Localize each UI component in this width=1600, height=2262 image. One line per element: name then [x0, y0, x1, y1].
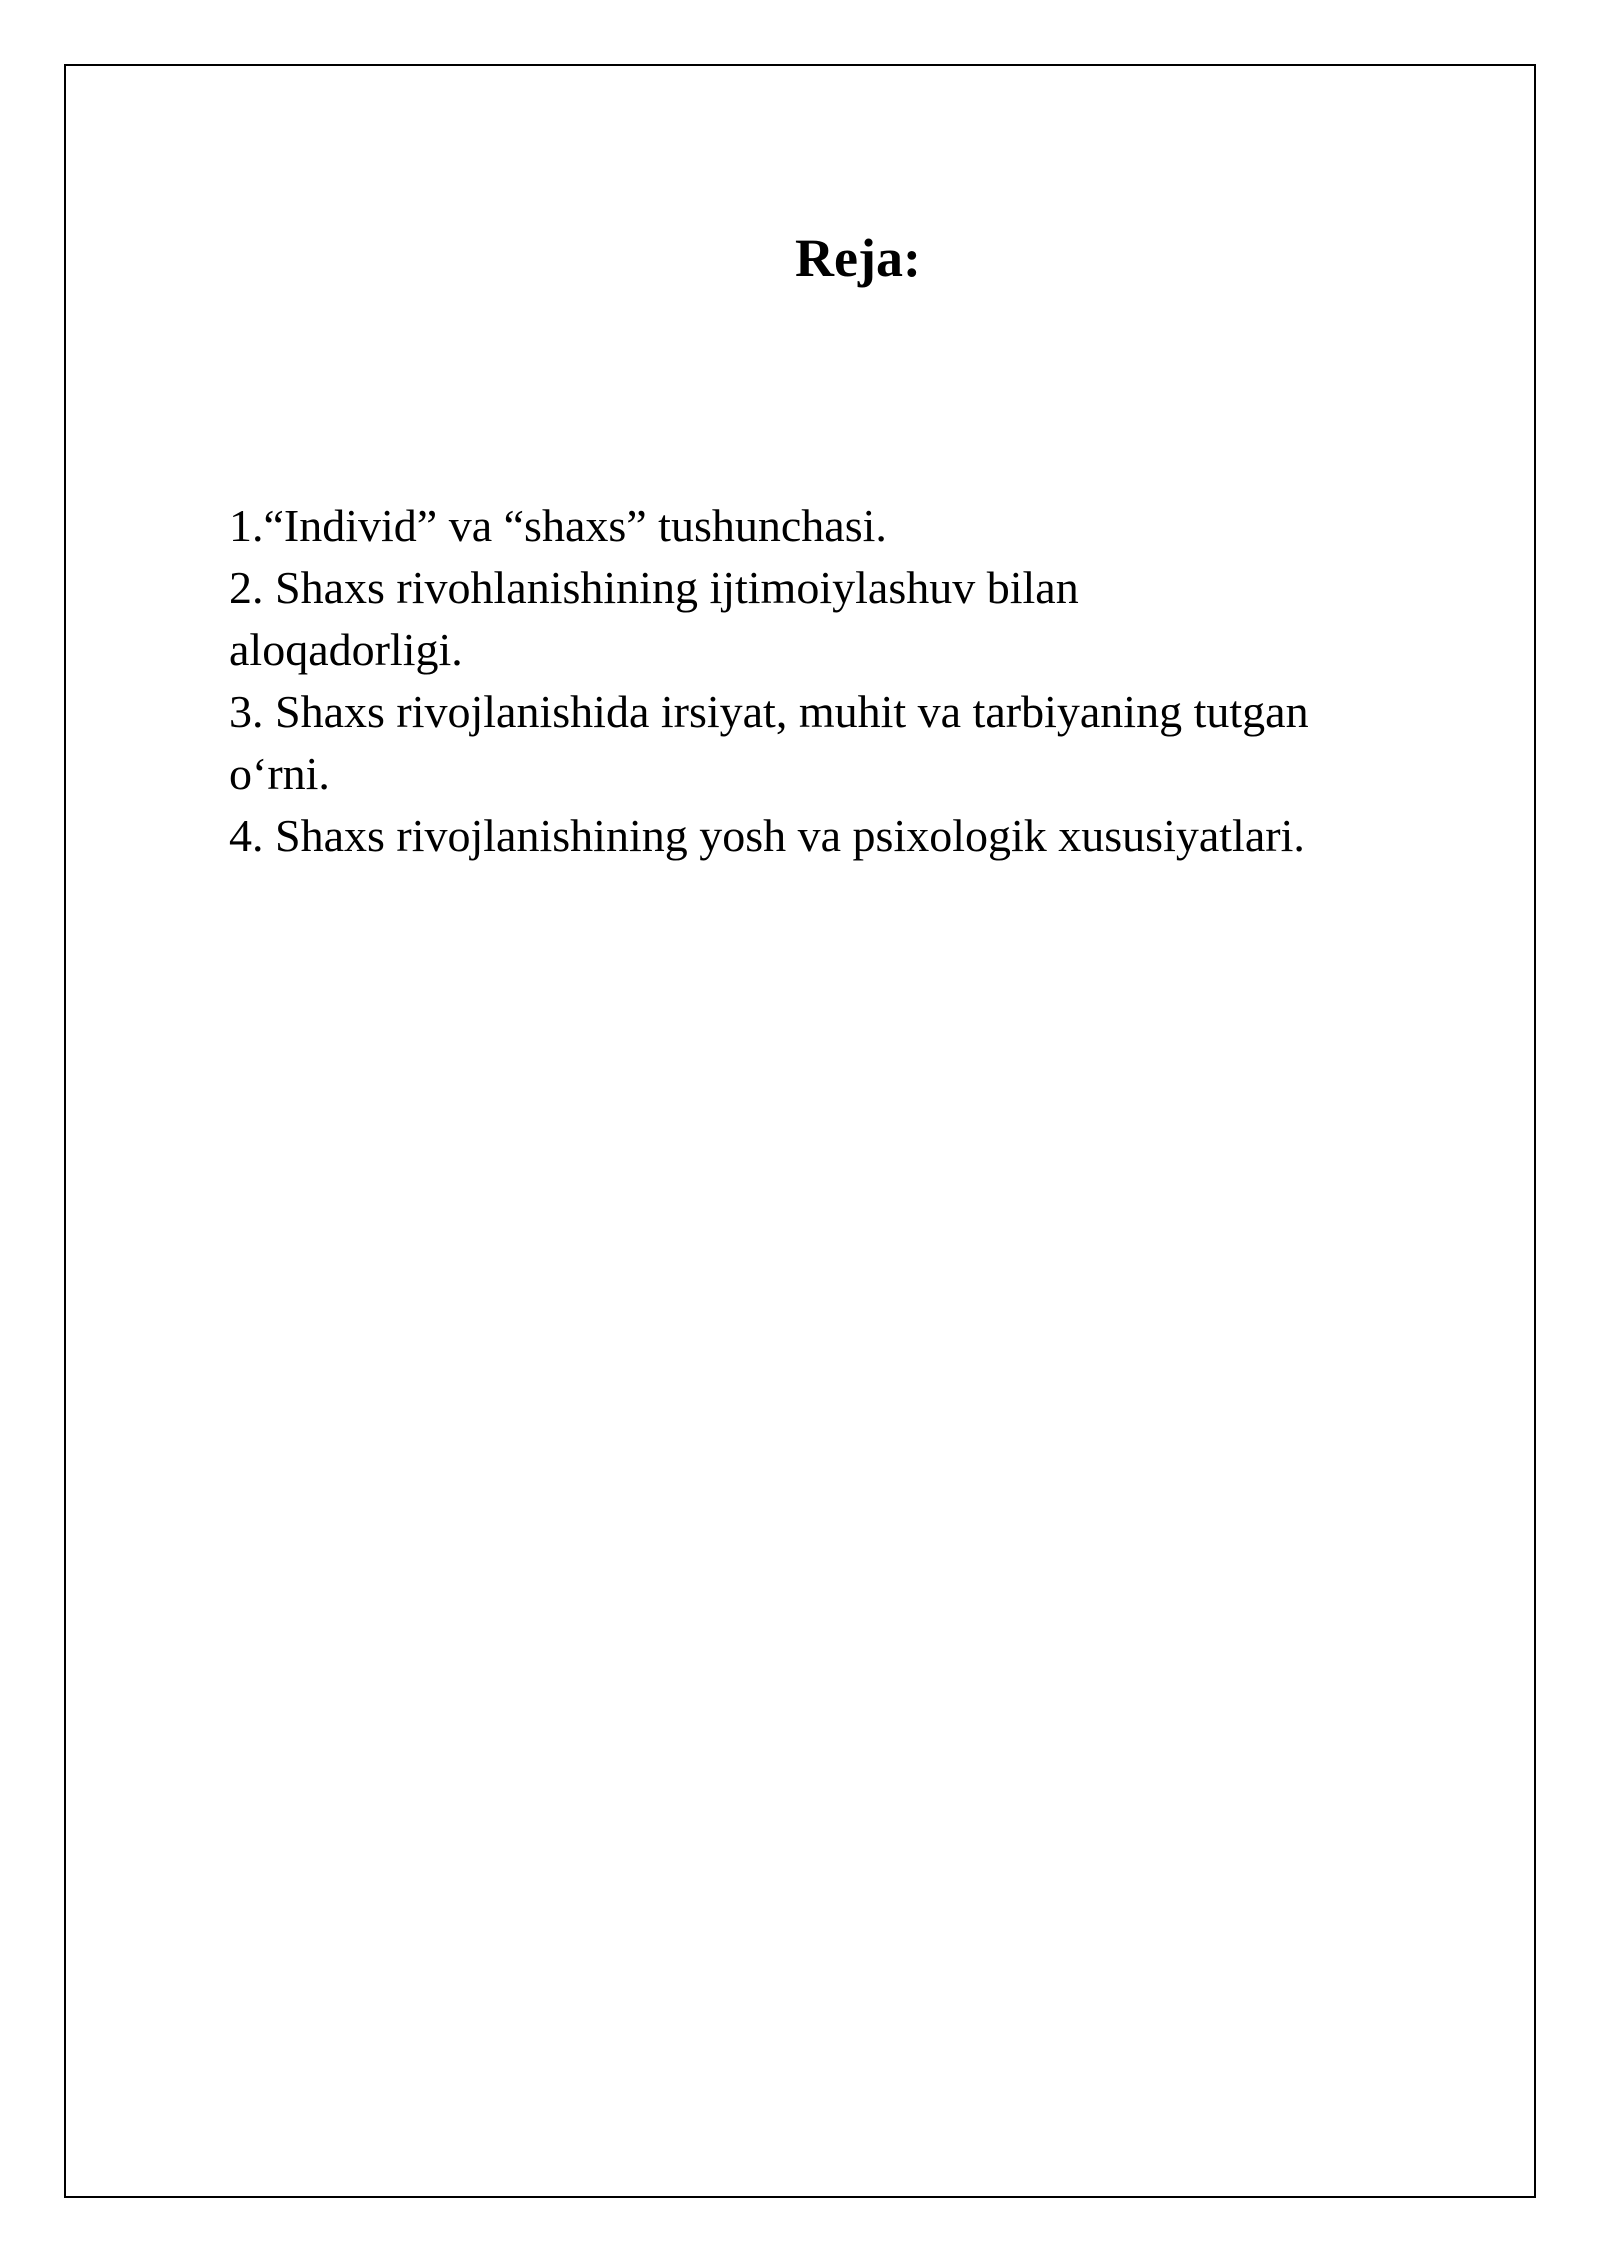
plan-item-1: 1.“Individ” va “shaxs” tushunchasi.	[229, 500, 887, 551]
plan-item-3: 3. Shaxs rivojlanishida irsiyat, muhit va tarbiyaning tutgan o‘rni.	[229, 686, 1309, 799]
plan-list	[229, 495, 1519, 867]
plan-item-2: 2. Shaxs rivohlanishining ijtimoiylashuv bilan aloqadorligi.	[229, 562, 1079, 675]
page-border	[64, 64, 1536, 2198]
page-title: Reja:	[795, 228, 921, 288]
plan-item-4: 4. Shaxs rivojlanishining yosh va psixologik xususiyatlari.	[229, 810, 1305, 861]
